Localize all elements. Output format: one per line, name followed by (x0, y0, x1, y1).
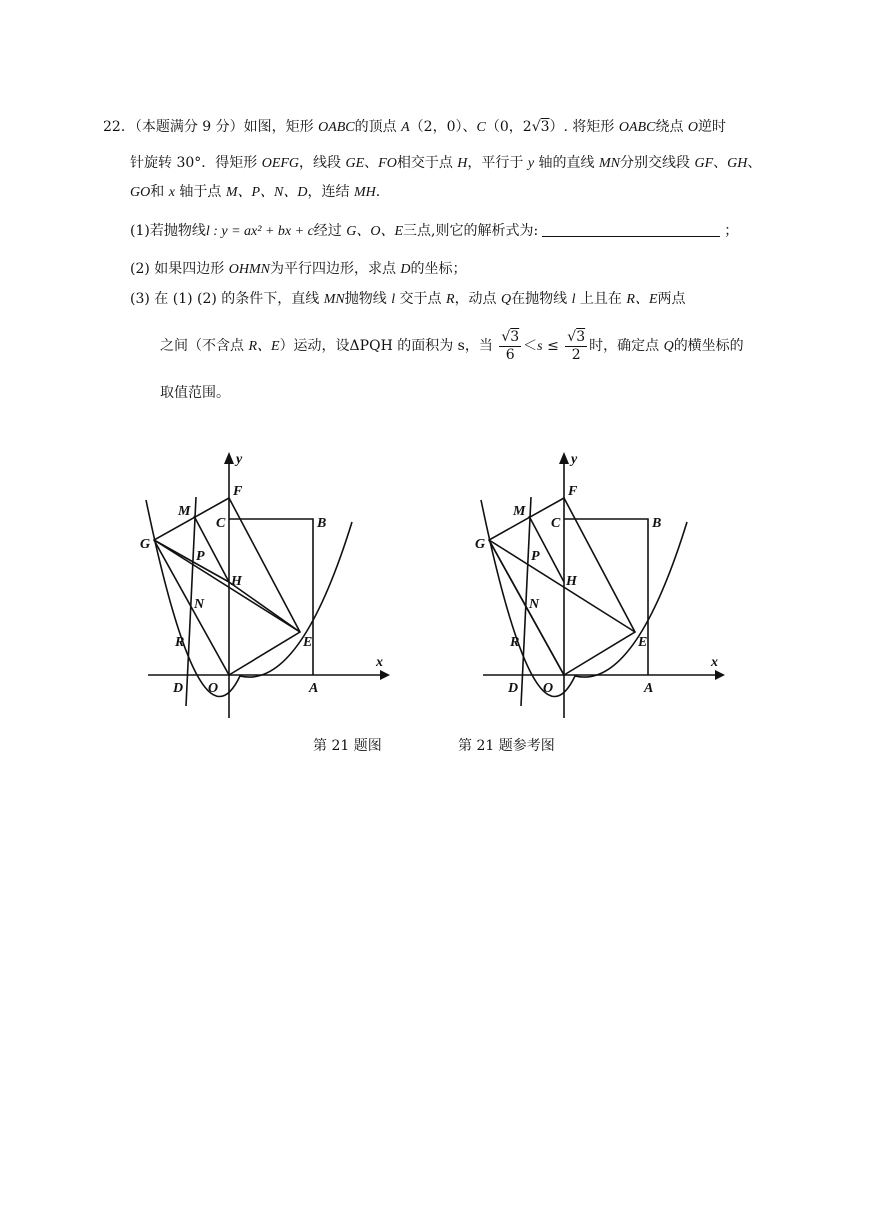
problem-number: 22． (103, 119, 135, 135)
label-y: y (236, 452, 243, 467)
label-x: x (376, 655, 383, 670)
segment-ge (154, 540, 300, 632)
label-h-2: H (566, 574, 577, 589)
label-e-2: E (638, 635, 648, 650)
problem-line-2: 针旋转 30°．得矩形 OEFG，线段 GE、FO相交于点 H，平行于 y 轴的直线 MN分别交线段 GF、GH、 (130, 155, 762, 171)
label-r-2: R (510, 635, 520, 650)
label-f-2: F (568, 484, 578, 499)
label-n: N (194, 597, 205, 612)
question-part-3-continued: 之间（不含点 R、E）运动，设ΔPQH 的面积为 s，当 $\frac{√3}{6}$ ＜s ≤ $\frac{√3}{2}$ 时，确定点 Q的横坐标的 (160, 328, 744, 363)
label-x-2: x (711, 655, 718, 670)
segment-go-2 (489, 540, 564, 675)
label-f: F (233, 484, 243, 499)
figure-2-caption: 第 21 题参考图 (458, 738, 555, 754)
rectangle-oefg-2 (489, 498, 635, 675)
label-p: P (196, 549, 205, 564)
label-a: A (309, 681, 319, 696)
y-axis-arrow-2 (559, 452, 569, 464)
label-a-2: A (644, 681, 654, 696)
problem-line-1: 22．（本题满分 9 分）如图，矩形 OABC的顶点 A（2，0）、C（0，2√3）. 将矩形 OABC绕点 O逆时 (103, 119, 727, 135)
segment-ge-2 (489, 540, 635, 632)
label-p-2: P (531, 549, 540, 564)
problem-line-3: GO和 x 轴于点 M、P、N、D，连结 MH. (130, 184, 381, 200)
question-part-3: (3) 在 (1) (2) 的条件下，直线 MN抛物线 l 交于点 R，动点 Q在抛物线 l 上且在 R、E两点 (130, 291, 686, 307)
label-o-2: O (543, 681, 554, 696)
question-part-1: (1)若抛物线l : y = ax² + bx + c经过 G、O、E三点,则它的解析式为: ； (130, 223, 739, 239)
label-m: M (178, 504, 191, 519)
label-c: C (216, 516, 226, 531)
fraction-sqrt3-over-6: $\frac{√3}{6}$ (501, 328, 520, 363)
x-axis-arrow-2 (715, 670, 725, 680)
label-g-2: G (475, 537, 486, 552)
label-n-2: N (529, 597, 540, 612)
rectangle-oabc (229, 519, 313, 675)
label-y-2: y (571, 452, 578, 467)
label-m-2: M (513, 504, 526, 519)
line-mn (186, 497, 196, 706)
label-b: B (317, 516, 327, 531)
segment-gh (154, 540, 229, 582)
question-part-3-end: 取值范围。 (160, 385, 230, 401)
label-o: O (208, 681, 219, 696)
figure-1-labels (140, 452, 383, 696)
segment-mh (194, 516, 229, 582)
fraction-sqrt3-over-2: $\frac{√3}{2}$ (567, 328, 586, 363)
label-c-2: C (551, 516, 561, 531)
x-axis-arrow (380, 670, 390, 680)
rectangle-oabc-2 (564, 519, 648, 675)
parabola-curve-2 (481, 500, 687, 697)
segment-mh-2 (529, 516, 564, 582)
figure-2-labels (475, 452, 718, 696)
parabola-curve (146, 500, 352, 697)
parabola-equation: l : y = ax² + bx + c (205, 224, 314, 239)
label-g: G (140, 537, 151, 552)
label-e: E (303, 635, 313, 650)
rectangle-oefg (154, 498, 300, 675)
label-d: D (173, 681, 184, 696)
label-r: R (175, 635, 185, 650)
label-h: H (231, 574, 242, 589)
line-mn-2 (521, 497, 531, 706)
figure-1-caption: 第 21 题图 (313, 738, 382, 754)
question-part-2: (2) 如果四边形 OHMN为平行四边形，求点 D的坐标； (130, 261, 467, 277)
answer-blank[interactable] (542, 222, 720, 237)
segment-he (229, 582, 300, 632)
label-d-2: D (508, 681, 519, 696)
label-b-2: B (652, 516, 662, 531)
y-axis-arrow (224, 452, 234, 464)
